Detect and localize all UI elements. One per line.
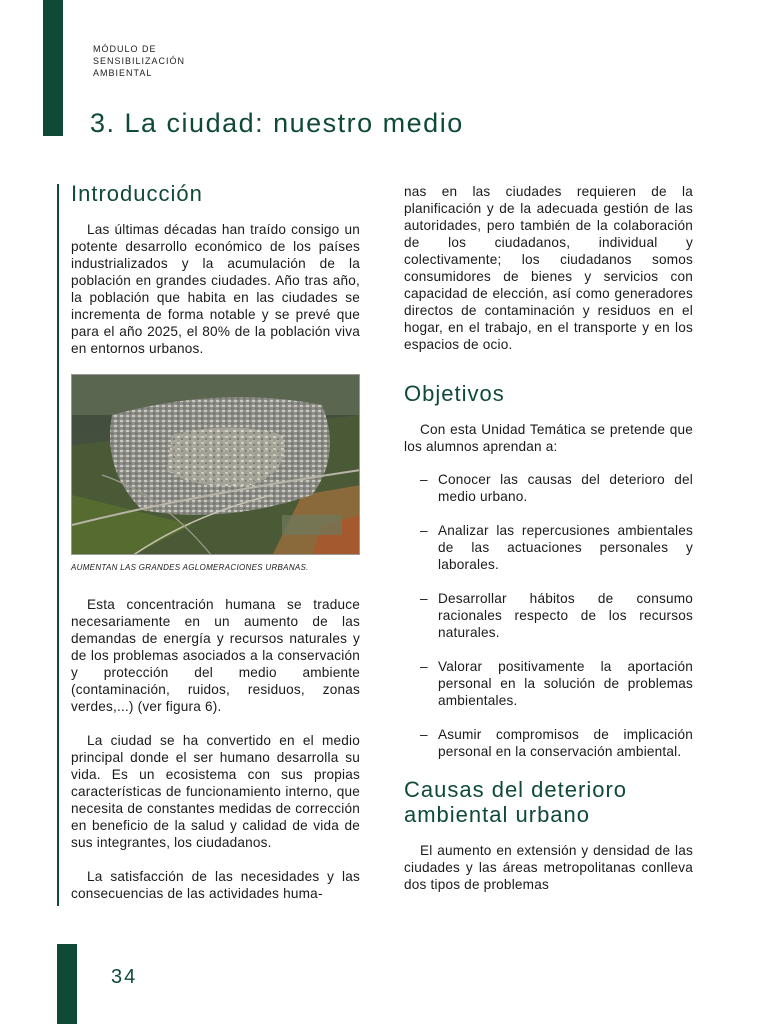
list-item-text: Valorar positivamente la aportación personal en la solución de problemas ambientales.: [438, 659, 693, 708]
paragraph: La ciudad se ha convertido en el medio principal donde el ser humano desarrolla su vida. Es un ecosistema con sus propias características de funcionamiento interno, que necesita de constantes medidas de corrección en beneficio de la salud y calidad de vida de sus integrantes, los ciudadanos.: [71, 733, 360, 850]
causas-heading-line: ambiental urbano: [404, 802, 591, 827]
aerial-city-image: [72, 375, 360, 555]
list-item-text: Desarrollar hábitos de consumo racionales respecto de los recursos naturales.: [438, 591, 693, 640]
dash-marker: –: [420, 591, 428, 606]
causas-heading: [404, 777, 693, 827]
list-item: [404, 590, 693, 641]
dash-marker: –: [420, 523, 428, 538]
objetivos-intro: Con esta Unidad Temática se pretende que los alumnos aprendan a:: [404, 422, 693, 454]
dash-marker: –: [420, 659, 428, 674]
objetivos-list: [404, 471, 693, 760]
paragraph: La satisfacción de las necesidades y las consecuencias de las actividades huma-: [71, 869, 360, 901]
top-accent-bar: [43, 0, 63, 136]
dash-marker: –: [420, 472, 428, 487]
right-column: [404, 183, 693, 893]
list-item-text: Analizar las repercusiones ambientales de las actuaciones personales y laborales.: [438, 523, 693, 572]
module-label: [93, 43, 185, 79]
column-rule: [57, 184, 59, 906]
page-number: 34: [111, 966, 138, 988]
causas-paragraph: El aumento en extensión y densidad de las ciudades y las áreas metropolitanas conlleva dos tipos de problemas: [404, 843, 693, 892]
objetivos-heading: Objetivos: [404, 381, 505, 406]
intro-paragraph: Las últimas décadas han traído consigo un potente desarrollo económico de los países industrializados y la acumulación de la población en grandes ciudades. Año tras año, la población que habita en las ciudades se incrementa de forma notable y se prevé que para el año 2025, el 80% de la población viva en entornos urbanos.: [71, 222, 360, 356]
list-item-text: Conocer las causas del deterioro del medio urbano.: [438, 472, 693, 504]
left-column: [71, 181, 360, 902]
aerial-city-photo: [71, 374, 360, 555]
bottom-accent-bar: [57, 944, 77, 1024]
list-item: [404, 522, 693, 573]
paragraph: Esta concentración humana se traduce necesariamente en un aumento de las demandas de energía y recursos naturales y de los problemas asociados a la conservación y protección del medio ambiente (contaminación, ruidos, residuos, zonas verdes,...) (ver figura 6).: [71, 597, 360, 714]
dash-marker: –: [420, 727, 428, 742]
causas-heading-line: Causas del deterioro: [404, 777, 628, 802]
module-line: AMBIENTAL: [93, 68, 153, 78]
module-line: MÓDULO DE: [93, 44, 157, 54]
list-item: [404, 658, 693, 709]
module-line: SENSIBILIZACIÓN: [93, 56, 186, 66]
intro-heading: Introducción: [71, 181, 203, 206]
chapter-title: 3. La ciudad: nuestro medio: [90, 108, 464, 138]
figure-caption: AUMENTAN LAS GRANDES AGLOMERACIONES URBANAS.: [71, 563, 309, 572]
list-item: [404, 471, 693, 505]
list-item-text: Asumir compromisos de implicación personal en la conservación ambiental.: [438, 727, 693, 759]
paragraph-continued: nas en las ciudades requieren de la planificación y de la adecuada gestión de las autoridades, pero también de la colaboración de los ciudadanos, individual y colectivamente; los ciudadanos somos consumidores de bienes y servicios con capacidad de elección, así como generadores directos de contaminación y residuos en el hogar, en el trabajo, en el transporte y en los espacios de ocio.: [404, 184, 693, 352]
list-item: [404, 726, 693, 760]
